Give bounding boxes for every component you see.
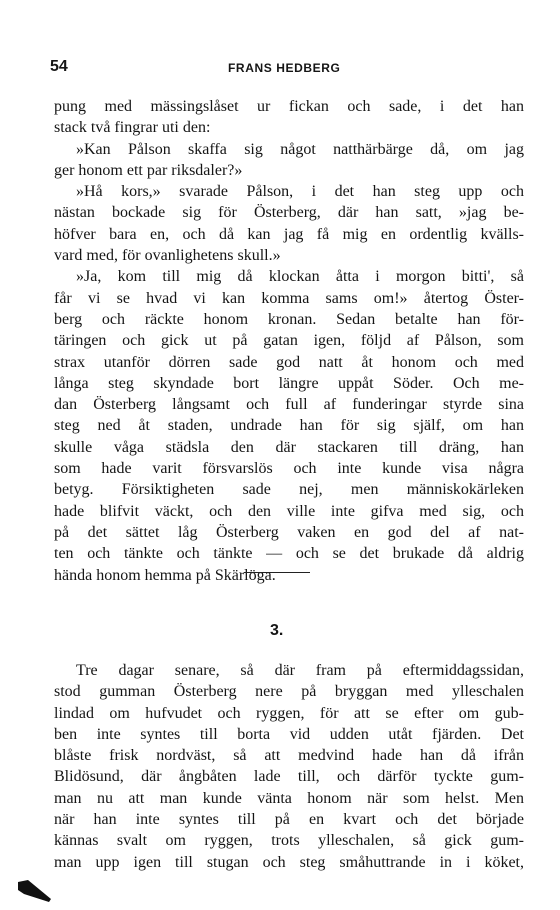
- running-title: FRANS HEDBERG: [228, 61, 341, 75]
- text-line: när han inte syntes till på en kvart och det började: [54, 811, 524, 829]
- text-line: nästan bockade sig för Österberg, där han satt, »jag be-: [54, 204, 524, 222]
- section-divider: [244, 572, 310, 573]
- text-line: dan Österberg långsamt och full af funderingar styrde sina: [54, 396, 524, 414]
- text-line: Tre dagar senare, så där fram på eftermiddagssidan,: [76, 662, 524, 679]
- text-line: täringen och gick ut på gatan igen, följd af Pålson, som: [54, 332, 524, 350]
- corner-mark-icon: [18, 880, 52, 907]
- text-line: »Kan Pålson skaffa sig något natthärbärge då, om jag: [76, 140, 524, 158]
- text-line: stod gumman Österberg nere på bryggan med ylleschalen: [54, 683, 524, 701]
- text-line: »Hå kors,» svarade Pålson, i det han steg upp och: [76, 183, 524, 201]
- text-line: skulle våga städsla den där stackaren till dräng, han: [54, 438, 524, 456]
- text-line: hända honom hemma på Skärlöga.: [54, 566, 276, 584]
- text-line: ben inte syntes till borta vid udden utåt fjärden. Det: [54, 725, 524, 743]
- text-line: ger honom ett par riksdaler?»: [54, 161, 243, 179]
- text-line: höfver bara en, och då kan jag få mig en ordentlig kvälls-: [54, 225, 524, 243]
- text-line: som hade varit försvarslös och inte kunde visa några: [54, 460, 524, 478]
- text-line: Blidösund, där ångbåten lade till, och därför tyckte gum-: [54, 768, 524, 786]
- text-line: man nu att man kunde vänta honom när som helst. Men: [54, 789, 524, 807]
- text-block-section-3: [54, 660, 524, 873]
- text-line: ten och tänkte och tänkte — och se det brukade då aldrig: [54, 545, 524, 563]
- corner-mark-icon: [18, 880, 52, 902]
- page-number: 54: [50, 58, 68, 75]
- text-line: stack två fingrar uti den:: [54, 119, 211, 137]
- text-line: lindad om hufvudet och ryggen, för att se efter om gub-: [54, 704, 524, 722]
- text-line: på det sättet låg Österberg vaken en god del af nat-: [54, 523, 524, 541]
- text-line: pung med mässingslåset ur fickan och sade, i det han: [54, 98, 524, 115]
- text-line: hade blifvit väckt, och den ville inte gifva med sig, och: [54, 502, 524, 520]
- text-line: berg och räckte honom kronan. Sedan betalte han för-: [54, 310, 524, 328]
- text-line: långa steg skyndade bort längre uppåt Söder. Och me-: [54, 374, 524, 392]
- text-line: får vi se hvad vi kan komma sams om!» återtog Öster-: [54, 289, 524, 307]
- text-line: man upp igen till stugan och steg småhuttrande in i köket,: [54, 853, 524, 871]
- text-line: steg ned åt staden, undrade han för sig själf, om han: [54, 417, 524, 435]
- text-line: betyg. Försiktigheten sade nej, men människokärleken: [54, 481, 524, 499]
- text-line: vard med, för ovanlighetens skull.»: [54, 247, 281, 265]
- section-heading: 3.: [270, 622, 284, 639]
- text-line: strax utanför dörren sade god natt åt honom och med: [54, 353, 524, 371]
- text-line: »Ja, kom till mig då klockan åtta i morgon bitti', så: [76, 268, 524, 286]
- page-header: [48, 58, 530, 82]
- text-line: blåste frisk nordväst, så att medvind hade han då ifrån: [54, 747, 524, 765]
- text-line: kännas svalt om ryggen, trots ylleschalen, så gick gum-: [54, 832, 524, 850]
- text-block-chapter-end: [54, 96, 524, 586]
